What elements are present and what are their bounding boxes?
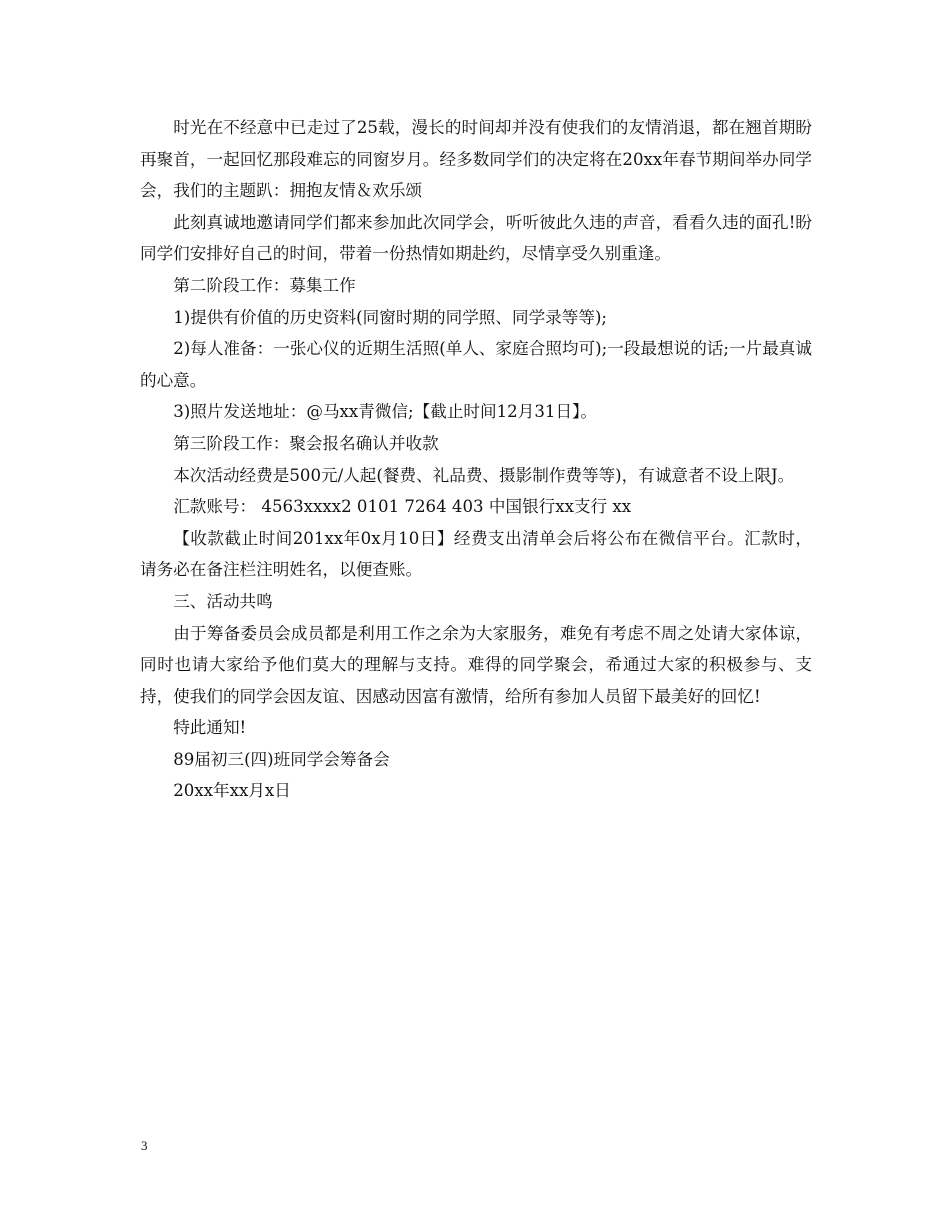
page-number: 3 xyxy=(141,1138,148,1153)
paragraph-fee: 本次活动经费是500元/人起(餐费、礼品费、摄影制作费等等)，有诚意者不设上限J。 xyxy=(173,465,795,485)
paragraph-invitation: 此刻真诚地邀请同学们都来参加此次同学会，听听彼此久违的声音，看看久违的面孔!盼同学们安排好自己的时间，带着一份热情如期赴约，尽情享受久别重逢。 xyxy=(140,212,812,264)
list-item-photo-address: 3)照片发送地址：@马xx青微信;【截止时间12月31日】。 xyxy=(173,402,597,422)
list-item-history-materials: 1)提供有价值的历史资料(同窗时期的同学照、同学录等等); xyxy=(173,307,608,327)
paragraph-payment-deadline: 【收款截止时间201xx年0x月10日】经费支出清单会后将公布在微信平台。汇款时，请务必在备注栏注明姓名，以便查账。 xyxy=(140,528,812,580)
list-item-personal-preparation: 2)每人准备：一张心仪的近期生活照(单人、家庭合照均可);一段最想说的话;一片最真诚的心意。 xyxy=(140,339,812,390)
paragraph-bank-account: 汇款账号： 4563xxxx2 0101 7264 403 中国银行xx支行 xx xyxy=(173,497,632,517)
paragraph-intro: 时光在不经意中已走过了25载，漫长的时间却并没有使我们的友情消退，都在翘首期盼再聚首，一起回忆那段难忘的同窗岁月。经多数同学们的决定将在20xx年春节期间举办同学会，我们的主题趴：拥抱友情＆欢乐颂 xyxy=(140,118,812,201)
section-heading-stage-three: 第三阶段工作：聚会报名确认并收款 xyxy=(173,433,439,453)
section-heading-resonance: 三、活动共鸣 xyxy=(173,591,273,611)
paragraph-thanks: 由于筹备委员会成员都是利用工作之余为大家服务，难免有考虑不周之处请大家体谅，同时也请大家给予他们莫大的理解与支持。难得的同学聚会，希通过大家的积极参与、支持，使我们的同学会因友谊、因感动因富有激情，给所有参加人员留下最美好的回忆! xyxy=(140,623,812,706)
section-heading-stage-two: 第二阶段工作：募集工作 xyxy=(173,275,356,295)
signature-date: 20xx年xx月x日 xyxy=(173,781,291,801)
document-body xyxy=(140,112,812,807)
paragraph-notice: 特此通知! xyxy=(173,718,247,738)
signature-organizer: 89届初三(四)班同学会筹备会 xyxy=(173,749,390,769)
